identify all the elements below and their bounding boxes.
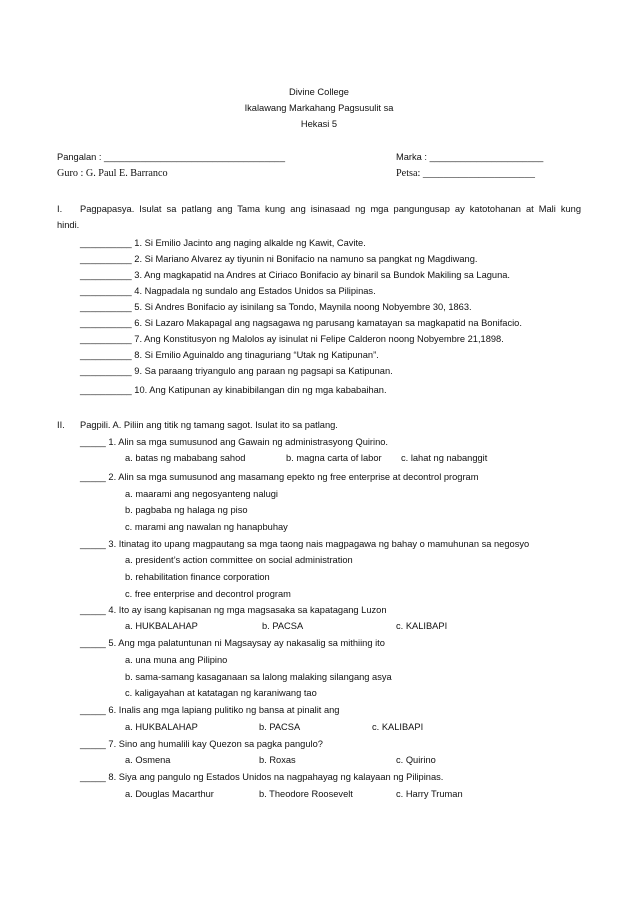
question-3[interactable]: _____ 3. Itinatag ito upang magpautang sa mga taong nais magpagawa ng bahay o mamuhunan sa negosyo	[80, 539, 530, 549]
question-4[interactable]: _____ 4. Ito ay isang kapisanan ng mga magsasaka sa kapatagang Luzon	[80, 605, 387, 615]
part1-item[interactable]: __________ 1. Si Emilio Jacinto ang naging alkalde ng Kawit, Cavite.	[80, 238, 366, 248]
q3-option-b: b. rehabilitation finance corporation	[125, 572, 270, 582]
question-1[interactable]: _____ 1. Alin sa mga sumusunod ang Gawain ng administrasyong Quirino.	[80, 437, 389, 447]
part1-instruction: Pagpapasya. Isulat sa patlang ang Tama kung ang isinasaad ng mga pangungusap ay katotohanan at Mali kung	[80, 204, 581, 214]
q6-option-b: b. PACSA	[259, 722, 301, 732]
part1-item[interactable]: __________ 5. Si Andres Bonifacio ay isinilang sa Tondo, Maynila noong Nobyembre 30, 1863.	[80, 302, 472, 312]
q7-option-c: c. Quirino	[396, 755, 436, 765]
q3-option-a: a. president’s action committee on social administration	[125, 555, 353, 565]
q2-option-a: a. maarami ang negosyanteng nalugi	[125, 489, 278, 499]
q7-option-b: b. Roxas	[259, 755, 296, 765]
q2-option-c: c. marami ang nawalan ng hanapbuhay	[125, 522, 288, 532]
q5-option-c: c. kaligayahan at katatagan ng karaniwang tao	[125, 688, 317, 698]
part1-item[interactable]: __________ 2. Si Mariano Alvarez ay tiyunin ni Bonifacio na namuno sa pangkat ng Magdiwang.	[80, 254, 478, 264]
question-2[interactable]: _____ 2. Alin sa mga sumusunod ang masamang epekto ng free enterprise at decontrol program	[80, 472, 479, 482]
part2-numeral: II.	[57, 420, 65, 430]
q6-option-a: a. HUKBALAHAP	[125, 722, 198, 732]
score-field[interactable]: Marka : ______________________	[396, 152, 544, 162]
part1-item[interactable]: __________ 3. Ang magkapatid na Andres at Ciriaco Bonifacio ay binaril sa Bundok Makiling sa Laguna.	[80, 270, 511, 280]
part1-item[interactable]: __________ 6. Si Lazaro Makapagal ang nagsagawa ng parusang kamatayan sa magkapatid na Bonifacio.	[80, 318, 522, 328]
name-field[interactable]: Pangalan : ___________________________________	[57, 152, 286, 162]
part1-item[interactable]: __________ 10. Ang Katipunan ay kinabibilangan din ng mga kababaihan.	[80, 385, 387, 395]
question-6[interactable]: _____ 6. Inalis ang mga lapiang pulitiko ng bansa at pinalit ang	[80, 705, 340, 715]
exam-subject: Hekasi 5	[300, 119, 338, 129]
q2-option-b: b. pagbaba ng halaga ng piso	[125, 505, 248, 515]
q1-option-b: b. magna carta of labor	[286, 453, 382, 463]
q4-option-b: b. PACSA	[262, 621, 304, 631]
question-5[interactable]: _____ 5. Ang mga palatuntunan ni Magsaysay ay nakasalig sa mithiing ito	[80, 638, 385, 648]
q7-option-a: a. Osmena	[125, 755, 171, 765]
part1-item[interactable]: __________ 4. Nagpadala ng sundalo ang Estados Unidos sa Pilipinas.	[80, 286, 376, 296]
part1-instruction-cont: hindi.	[57, 220, 80, 230]
q8-option-b: b. Theodore Roosevelt	[259, 789, 353, 799]
school-name: Divine College	[289, 87, 349, 97]
q1-option-c: c. lahat ng nabanggit	[401, 453, 488, 463]
q5-option-a: a. una muna ang Pilipino	[125, 655, 228, 665]
q8-option-c: c. Harry Truman	[396, 789, 463, 799]
q4-option-c: c. KALIBAPI	[396, 621, 448, 631]
teacher-field: Guro : G. Paul E. Barranco	[57, 168, 168, 179]
part1-numeral: I.	[57, 204, 63, 214]
question-8[interactable]: _____ 8. Siya ang pangulo ng Estados Unidos na nagpahayag ng kalayaan ng Pilipinas.	[80, 772, 444, 782]
q8-option-a: a. Douglas Macarthur	[125, 789, 214, 799]
q3-option-c: c. free enterprise and decontrol program	[125, 589, 291, 599]
date-field[interactable]: Petsa: ______________________	[396, 168, 535, 179]
q4-option-a: a. HUKBALAHAP	[125, 621, 198, 631]
question-7[interactable]: _____ 7. Sino ang humalili kay Quezon sa pagka pangulo?	[80, 739, 323, 749]
q5-option-b: b. sama-samang kasaganaan sa lalong malaking silangang asya	[125, 672, 392, 682]
q6-option-c: c. KALIBAPI	[372, 722, 424, 732]
q1-option-a: a. batas ng mababang sahod	[125, 453, 246, 463]
part1-item[interactable]: __________ 7. Ang Konstitusyon ng Malolos ay isinulat ni Felipe Calderon noong Nobyembre 21,1898.	[80, 334, 504, 344]
exam-title: Ikalawang Markahang Pagsusulit sa	[244, 103, 394, 113]
part1-item[interactable]: __________ 9. Sa paraang triyangulo ang paraan ng pagsapi sa Katipunan.	[80, 366, 393, 376]
part2-instruction: Pagpili. A. Piliin ang titik ng tamang sagot. Isulat ito sa patlang.	[80, 420, 338, 430]
part1-item[interactable]: __________ 8. Si Emilio Aguinaldo ang tinaguriang “Utak ng Katipunan”.	[80, 350, 379, 360]
